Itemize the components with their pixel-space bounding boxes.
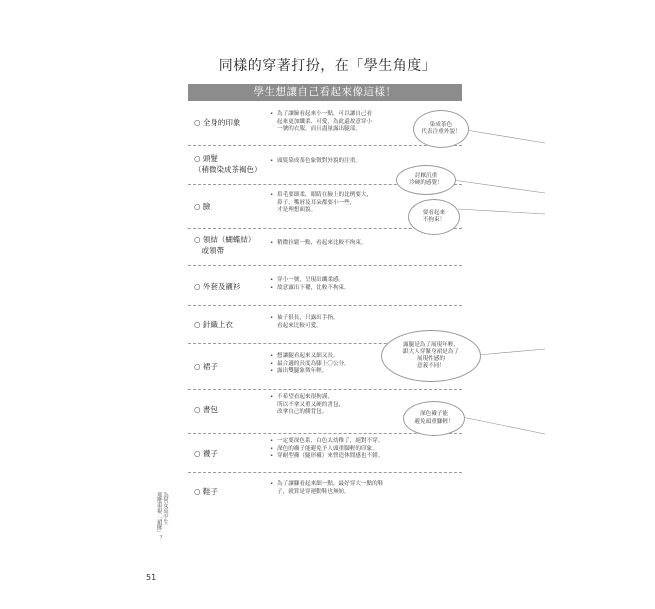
bullet-item: • 為了讓腳看起來細一點，最好穿大一點的鞋 <box>270 481 460 489</box>
bullet-continuation: 所以不拿又重又硬的書包， <box>277 401 345 408</box>
bullet-item: • 最合適的長度為膝上〇公分。 <box>270 361 460 369</box>
bullet-item: • 穿小一號，呈現出纖柔感。 <box>270 277 460 285</box>
bullet-continuation: 子，就算是穿運動鞋也無妨。 <box>277 488 350 495</box>
bullet-continuation: 才是理想面貌。 <box>277 207 317 214</box>
row-label: ○ 外套及襯衫 <box>194 282 241 291</box>
page-number: 51 <box>146 573 157 582</box>
bullet-continuation: 改拿自己的側背包。 <box>277 409 328 416</box>
bullet-item: • 露出雙腿象徵年輕。 <box>270 368 460 376</box>
row-label: ○ 全身的印象 <box>194 118 241 127</box>
callout-bubble: 露腿是為了展現年輕， 跟大人穿緊身裙是為了 展現性感的 意義不同！ <box>381 330 481 382</box>
row-label: ○ 襪子 <box>194 449 218 458</box>
bullet-item: • 不希望看起來很拘謹， <box>270 394 460 402</box>
bullet-item: • 稍微拉鬆一點，看起來比較不拘束。 <box>270 240 460 248</box>
bullet-continuation: 起來更加纖柔、可愛，為此還故意穿小 <box>277 118 373 125</box>
page-title: 同樣的穿著打扮，在「學生角度」 <box>218 58 437 74</box>
row-label: ○ 臉 <box>194 202 211 211</box>
bullet-item: • 一定要深色系，白色太幼稚了，絕對不穿。 <box>270 438 460 446</box>
bullet-item: • 袖子很長，只露出手指， <box>270 315 460 323</box>
callout-bubble: 染成茶色 代表注重外貌！ <box>413 110 469 148</box>
callout-bubble: 討厭沉重 冷硬的感覺！ <box>396 165 456 195</box>
bullet-item: • 想讓腿看起來又細又長。 <box>270 353 460 361</box>
bullet-item: • 為了讓臉看起來小一點，可以讓自己看 <box>270 111 460 119</box>
row-label: ○ 書包 <box>194 405 218 414</box>
row-label: ○ 鞋子 <box>194 487 218 496</box>
bullet-item: • 頭髮染成茶色象徵對外貌的注重。 <box>270 158 460 166</box>
bullet-item: • 穿耐型襪（腿形襪）來營造休閒感也不錯。 <box>270 453 460 461</box>
bullet-item: • 深色的襪子能避免予人頭重腳輕的印象。 <box>270 446 460 454</box>
bullet-continuation: 看起來比較可愛。 <box>277 322 322 329</box>
callout-bubble: 深色襪子能 避免頭重腳輕！ <box>403 401 465 436</box>
row-label: ○ 裙子 <box>194 362 218 371</box>
row-label: ○ 領結（蝴蝶結） 或領帶 <box>194 235 256 255</box>
bullet-continuation: 鼻子、嘴唇及耳朵都要小一些， <box>277 199 356 206</box>
callout-bubble: 要看起來 不拘束！ <box>408 199 460 235</box>
bullet-continuation: 一號的衣服，而且盡量露出腿部。 <box>277 126 361 133</box>
section-banner: 學生想讓自己看起來像這樣！ <box>188 84 462 101</box>
bullet-item: • 眉毛要細柔，眼睛在臉上的比例要大， <box>270 192 460 200</box>
row-label: ○ 針織上衣 <box>194 320 233 329</box>
row-label: ○ 頭髮 （稍微染成茶褐色） <box>194 154 262 174</box>
side-chapter-text: 為何女高中生 那麼重視「裙擺」？ <box>155 492 168 541</box>
bullet-item: • 故意露出下襬，比較不拘束。 <box>270 285 460 293</box>
